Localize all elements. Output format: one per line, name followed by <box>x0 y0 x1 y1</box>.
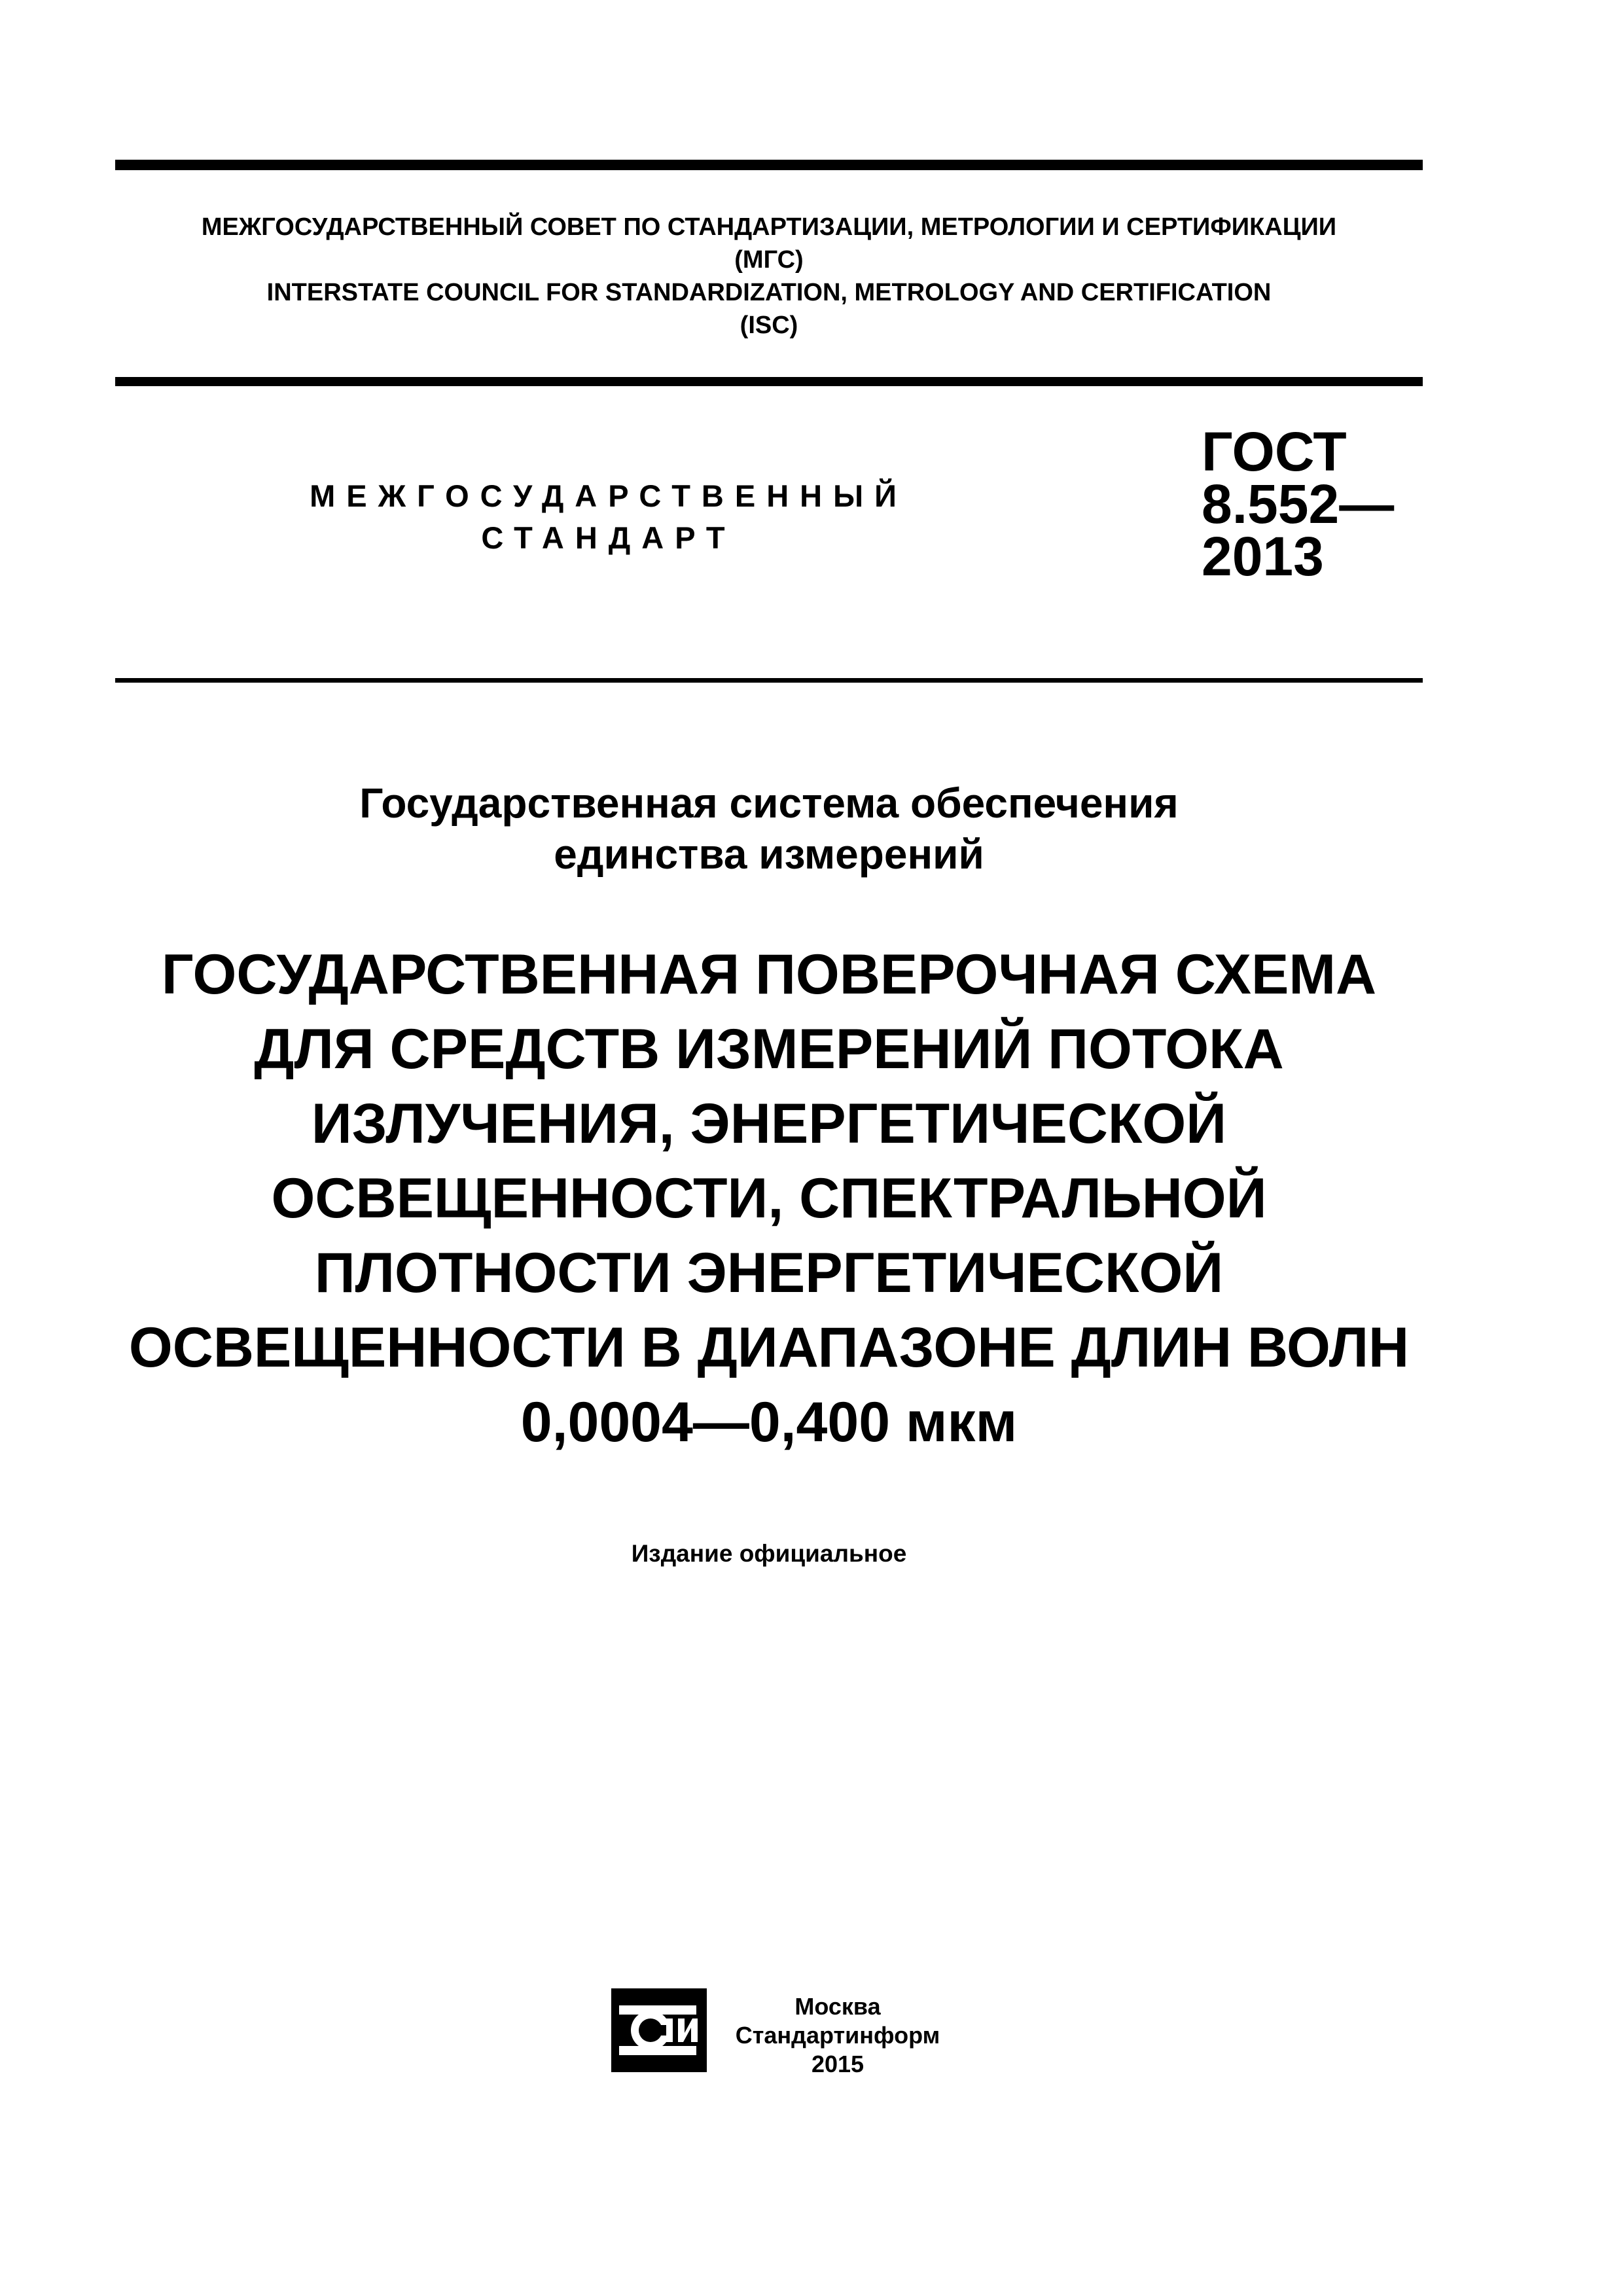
standard-kind-line1: МЕЖГОСУДАРСТВЕННЫЙ <box>310 478 908 513</box>
designation-number: 8.552— <box>1202 473 1395 535</box>
designation-year: 2013 <box>1202 526 1324 587</box>
imprint-city: Москва <box>794 1993 881 2020</box>
standard-kind-line2: СТАНДАРТ <box>481 520 736 555</box>
council-header <box>115 211 1423 342</box>
council-name-ru: МЕЖГОСУДАРСТВЕННЫЙ СОВЕТ ПО СТАНДАРТИЗАЦИИ, МЕТРОЛОГИИ И СЕРТИФИКАЦИИ <box>201 213 1337 241</box>
title-line: ДЛЯ СРЕДСТВ ИЗМЕРЕНИЙ ПОТОКА <box>254 1018 1284 1081</box>
title-line: ИЗЛУЧЕНИЯ, ЭНЕРГЕТИЧЕСКОЙ <box>311 1092 1227 1155</box>
standard-kind <box>281 475 936 559</box>
imprint-publisher: Стандартинформ <box>735 2022 940 2049</box>
council-abbr-ru: (МГС) <box>734 246 804 274</box>
imprint-year: 2015 <box>811 2051 865 2077</box>
title-line: 0,0004—0,400 мкм <box>520 1391 1018 1454</box>
title-line: ОСВЕЩЕННОСТИ В ДИАПАЗОНЕ ДЛИН ВОЛН <box>128 1316 1410 1379</box>
imprint <box>720 1992 955 2079</box>
title-line: ОСВЕЩЕННОСТИ, СПЕКТРАЛЬНОЙ <box>271 1167 1267 1230</box>
document-title <box>115 937 1423 1460</box>
standartinform-logo-icon <box>610 1987 708 2073</box>
top-rule <box>115 160 1423 170</box>
designation-prefix: ГОСТ <box>1202 421 1347 482</box>
title-line: ПЛОТНОСТИ ЭНЕРГЕТИЧЕСКОЙ <box>314 1242 1224 1304</box>
series-title-line1: Государственная система обеспечения <box>359 780 1179 827</box>
series-title-line2: единства измерений <box>554 831 984 878</box>
council-abbr-en: (ISC) <box>740 312 798 339</box>
designation-rule <box>115 678 1423 683</box>
council-name-en: INTERSTATE COUNCIL FOR STANDARDIZATION, METROLOGY AND CERTIFICATION <box>266 279 1272 306</box>
standard-designation <box>1202 421 1395 587</box>
edition-label: Издание официальное <box>631 1540 907 1567</box>
title-line: ГОСУДАРСТВЕННАЯ ПОВЕРОЧНАЯ СХЕМА <box>161 943 1377 1006</box>
header-rule <box>115 377 1423 386</box>
series-title <box>115 778 1423 880</box>
